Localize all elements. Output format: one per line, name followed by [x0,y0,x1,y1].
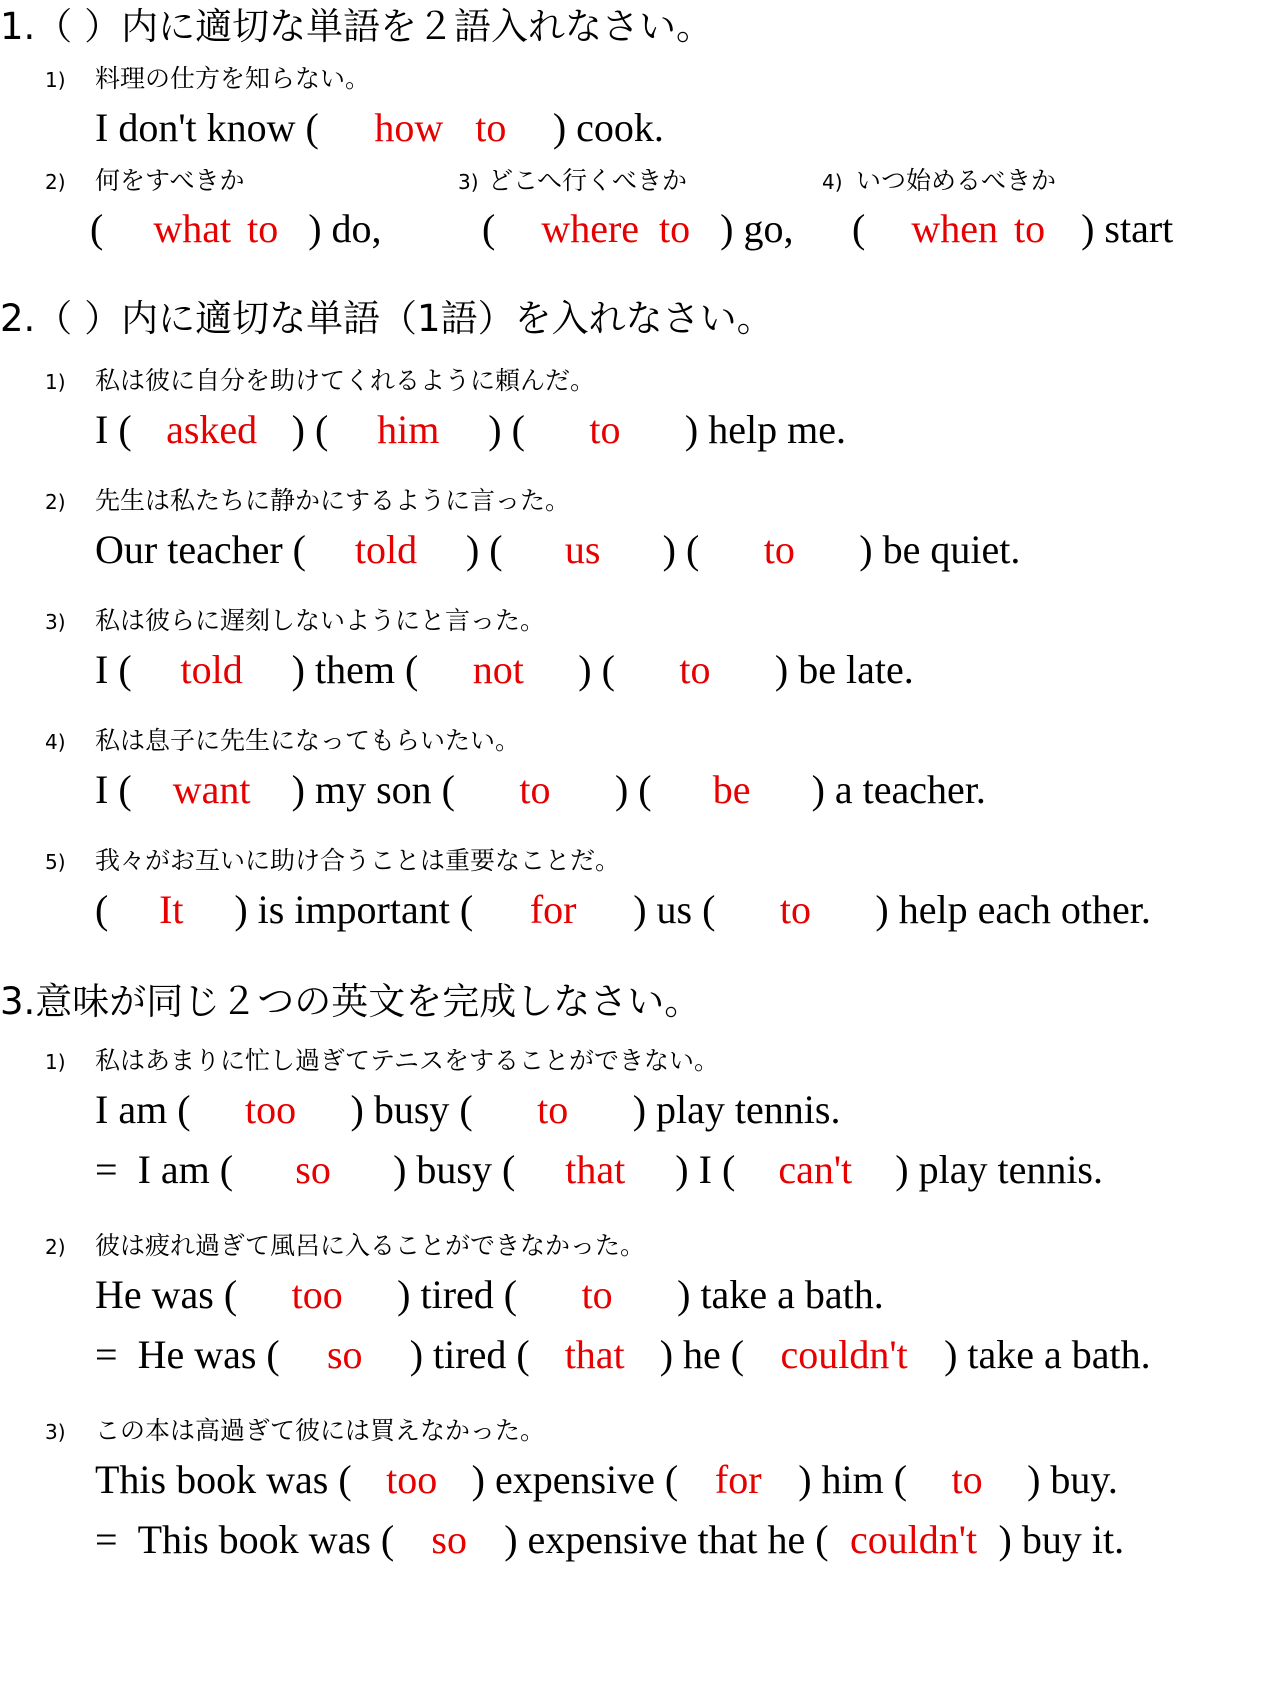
answer: It [159,887,184,932]
s1-line-1 [95,105,664,150]
sentence-text: ) do, [308,206,382,251]
section-2-heading: 2.（ ）内に適切な単語（1語）を入れなさい。 [0,297,774,340]
sentence-text: ) play tennis. [895,1147,1103,1192]
answer: too [291,1272,343,1317]
answer: couldn't [849,1517,978,1562]
section-1-heading: 1.（ ）内に適切な単語を２語入れなさい。 [0,5,714,48]
sentence-text: ) a teacher. [811,767,986,812]
item-label: どこへ行くべきか [488,166,688,195]
answer: how [374,105,444,150]
item-label: この本は高過ぎて彼には買えなかった。 [95,1416,546,1445]
sentence-text: ) I ( [675,1147,736,1192]
sentence-text: I ( [95,407,132,452]
item-number: 3) [45,610,66,634]
item-number: 1) [45,1050,66,1074]
item-label: 我々がお互いに助け合うことは重要なことだ。 [95,846,621,875]
sentence-text: ) ( [465,527,503,572]
s3-line-1b [95,1147,1103,1192]
sentence-text: ) ( [614,767,652,812]
sentence-text: I am ( [137,1147,234,1192]
equals-sign: = [95,1332,118,1377]
answer: told [180,647,243,692]
item-label: 料理の仕方を知らない。 [95,64,371,93]
answer: to [537,1087,569,1132]
item-number: 1) [45,370,66,394]
sentence-text: ) he ( [659,1332,745,1377]
item-number: 4) [822,170,843,194]
sentence-text: ( [852,206,866,251]
sentence-text: ) buy. [1027,1457,1118,1502]
answer: to [519,767,551,812]
sentence-text: ) help me. [684,407,846,452]
sentence-text: ) busy ( [350,1087,473,1132]
answer-group-what [90,206,382,251]
sentence-text: ) him ( [798,1457,908,1502]
sentence-text: I don't know ( [95,105,319,150]
sentence-text: ) play tennis. [632,1087,841,1132]
sentence-text: ) be quiet. [859,527,1021,572]
item-label: 私は息子に先生になってもらいたい。 [95,726,521,755]
sentence-text: ) be late. [774,647,914,692]
s3-item-2-label [45,1233,645,1258]
equals-sign: = [95,1147,118,1192]
answer-group-where [482,206,794,251]
s1-item-1-label [45,66,370,91]
answer: so [431,1517,467,1562]
sentence-text: ( [482,206,496,251]
sentence-text: ) ( [488,407,525,452]
answer: what [153,206,232,251]
answer: to [581,1272,613,1317]
item-number: 5) [45,850,66,874]
sentence-text: ) buy it. [998,1517,1125,1562]
item-number: 2) [45,1235,66,1259]
answer: to [1013,206,1046,251]
answer: that [564,1332,625,1377]
answer: so [326,1332,363,1377]
answer: that [565,1147,626,1192]
sentence-text: ) take a bath. [677,1272,884,1317]
sentence-text: ( [90,206,104,251]
s1-item-4-label [822,168,1056,193]
sentence-text: I ( [95,647,132,692]
answer: when [911,206,998,251]
s1-line-2 [0,206,1280,259]
sentence-text: ) go, [720,206,794,251]
sentence-text: ) start [1081,206,1174,251]
sentence-text: ) expensive ( [471,1457,679,1502]
item-number: 3) [45,1420,66,1444]
answer: to [589,407,621,452]
s3-line-1a [95,1087,841,1132]
answer: can't [778,1147,853,1192]
s2-line-3 [95,647,914,692]
sentence-text: This book was ( [95,1457,352,1502]
answer: to [247,206,279,251]
sentence-text: ) my son ( [291,767,455,812]
sentence-text: ) tired ( [397,1272,518,1317]
s2-line-5 [95,887,1151,932]
item-label: 私は彼らに遅刻しないようにと言った。 [95,606,546,635]
s3-line-2b [95,1332,1151,1377]
sentence-text: ) them ( [291,647,419,692]
answer: for [714,1457,762,1502]
s2-item-1-label [45,368,595,393]
item-number: 3) [458,170,479,194]
s2-line-1 [95,407,846,452]
sentence-text: He was ( [95,1272,238,1317]
sentence-text: ) take a bath. [944,1332,1151,1377]
item-label: 彼は疲れ過ぎて風呂に入ることができなかった。 [95,1231,646,1260]
s3-line-2a [95,1272,884,1317]
sentence-text: He was ( [137,1332,280,1377]
item-label: いつ始めるべきか [856,166,1057,195]
sentence-text: This book was ( [137,1517,395,1562]
sentence-text: ) help each other. [875,887,1151,932]
item-label: 私は彼に自分を助けてくれるように頼んだ。 [95,366,596,395]
answer: him [377,407,440,452]
s3-line-3b [95,1517,1125,1562]
answer: told [354,527,418,572]
answer: to [679,647,711,692]
sentence-text: ) expensive that he ( [504,1517,829,1562]
equals-sign: = [95,1517,118,1562]
sentence-text: ) us ( [633,887,716,932]
answer: too [244,1087,297,1132]
sentence-text: ) cook. [552,105,664,150]
sentence-text: ) tired ( [409,1332,530,1377]
answer: too [386,1457,438,1502]
answer: want [172,767,251,812]
s2-item-3-label [45,608,545,633]
sentence-text: ) ( [578,647,615,692]
answer: for [529,887,577,932]
s3-line-3a [95,1457,1118,1502]
s2-item-5-label [45,848,620,873]
answer-group-when [852,206,1174,251]
answer: to [951,1457,983,1502]
answer: so [295,1147,331,1192]
s2-line-4 [95,767,986,812]
item-number: 1) [45,68,66,92]
item-label: 先生は私たちに静かにするように言った。 [95,486,571,515]
answer: where [541,206,640,251]
s1-item-3-label [458,168,687,193]
answer: asked [166,407,258,452]
s3-item-1-label [45,1048,719,1073]
sentence-text: ) busy ( [393,1147,516,1192]
s1-item-2-label [45,168,245,193]
item-label: 私はあまりに忙し過ぎてテニスをすることができない。 [95,1046,720,1075]
answer: to [779,887,811,932]
answer: be [712,767,751,812]
answer: to [659,206,691,251]
item-label: 何をすべきか [95,166,245,195]
answer: to [763,527,795,572]
item-number: 2) [45,490,66,514]
section-3-heading: 3.意味が同じ２つの英文を完成しなさい。 [0,980,702,1023]
answer: us [564,527,601,572]
answer: to [475,105,507,150]
sentence-text: I ( [95,767,132,812]
item-number: 4) [45,730,66,754]
item-number: 2) [45,170,66,194]
s2-item-4-label [45,728,520,753]
sentence-text: ) ( [662,527,700,572]
answer: couldn't [780,1332,908,1377]
sentence-text: I am ( [95,1087,191,1132]
sentence-text: ) is important ( [234,887,474,932]
s3-item-3-label [45,1418,545,1443]
sentence-text: ( [95,887,109,932]
answer: not [472,647,524,692]
sentence-text: Our teacher ( [95,527,306,572]
sentence-text: ) ( [291,407,329,452]
s2-line-2 [95,527,1021,572]
s2-item-2-label [45,488,570,513]
